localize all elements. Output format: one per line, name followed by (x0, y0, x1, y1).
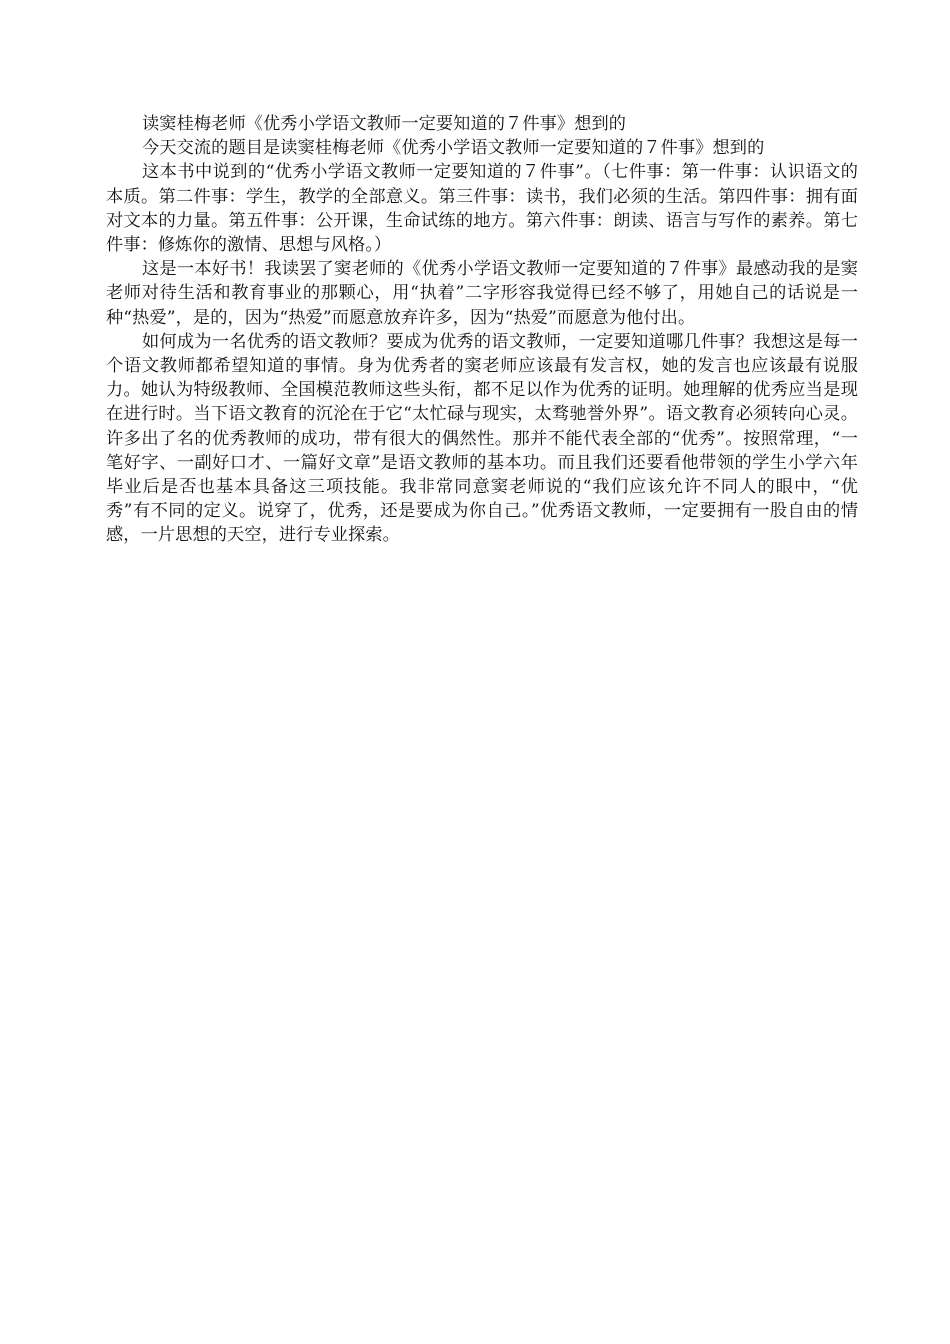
document-body (106, 112, 858, 548)
paragraph-excellent-teacher: 如何成为一名优秀的语文教师？要成为优秀的语文教师，一定要知道哪几件事？我想这是每一个语文教师都希望知道的事情。身为优秀者的窦老师应该最有发言权，她的发言也应该最有说服力。她认为特级教师、全国模范教师这些头衔，都不足以作为优秀的证明。她理解的优秀应当是现在进行时。当下语文教育的沉沦在于它“太忙碌与现实，太骛驰誉外界”。语文教育必须转向心灵。许多出了名的优秀教师的成功，带有很大的偶然性。那并不能代表全部的“优秀”。按照常理，“一笔好字、一副好口才、一篇好文章”是语文教师的基本功。而且我们还要看他带领的学生小学六年毕业后是否也基本具备这三项技能。我非常同意窦老师说的“我们应该允许不同人的眼中，“优秀”有不同的定义。说穿了，优秀，还是要成为你自己。”优秀语文教师，一定要拥有一股自由的情感，一片思想的天空，进行专业探索。 (106, 331, 858, 546)
topic-line: 今天交流的题目是读窦桂梅老师《优秀小学语文教师一定要知道的７件事》想到的 (142, 138, 765, 159)
paragraph-good-book: 这是一本好书！我读罢了窦老师的《优秀小学语文教师一定要知道的７件事》最感动我的是窦老师对待生活和教育事业的那颗心，用“执着”二字形容我觉得已经不够了，用她自己的话说是一种“热爱”，是的，因为“热爱”而愿意放弃许多，因为“热爱”而愿意为他付出。 (106, 259, 858, 328)
document-title-line: 读窦桂梅老师《优秀小学语文教师一定要知道的７件事》想到的 (142, 114, 627, 134)
paragraph-seven-things: 这本书中说到的“优秀小学语文教师一定要知道的７件事”。（七件事：第一件事：认识语文的本质。第二件事：学生，教学的全部意义。第三件事：读书，我们必须的生活。第四件事：拥有面对文本的力量。第五件事：公开课，生命试练的地方。第六件事：朗读、语言与写作的素养。第七件事：修炼你的激情、思想与风格。） (106, 162, 858, 256)
